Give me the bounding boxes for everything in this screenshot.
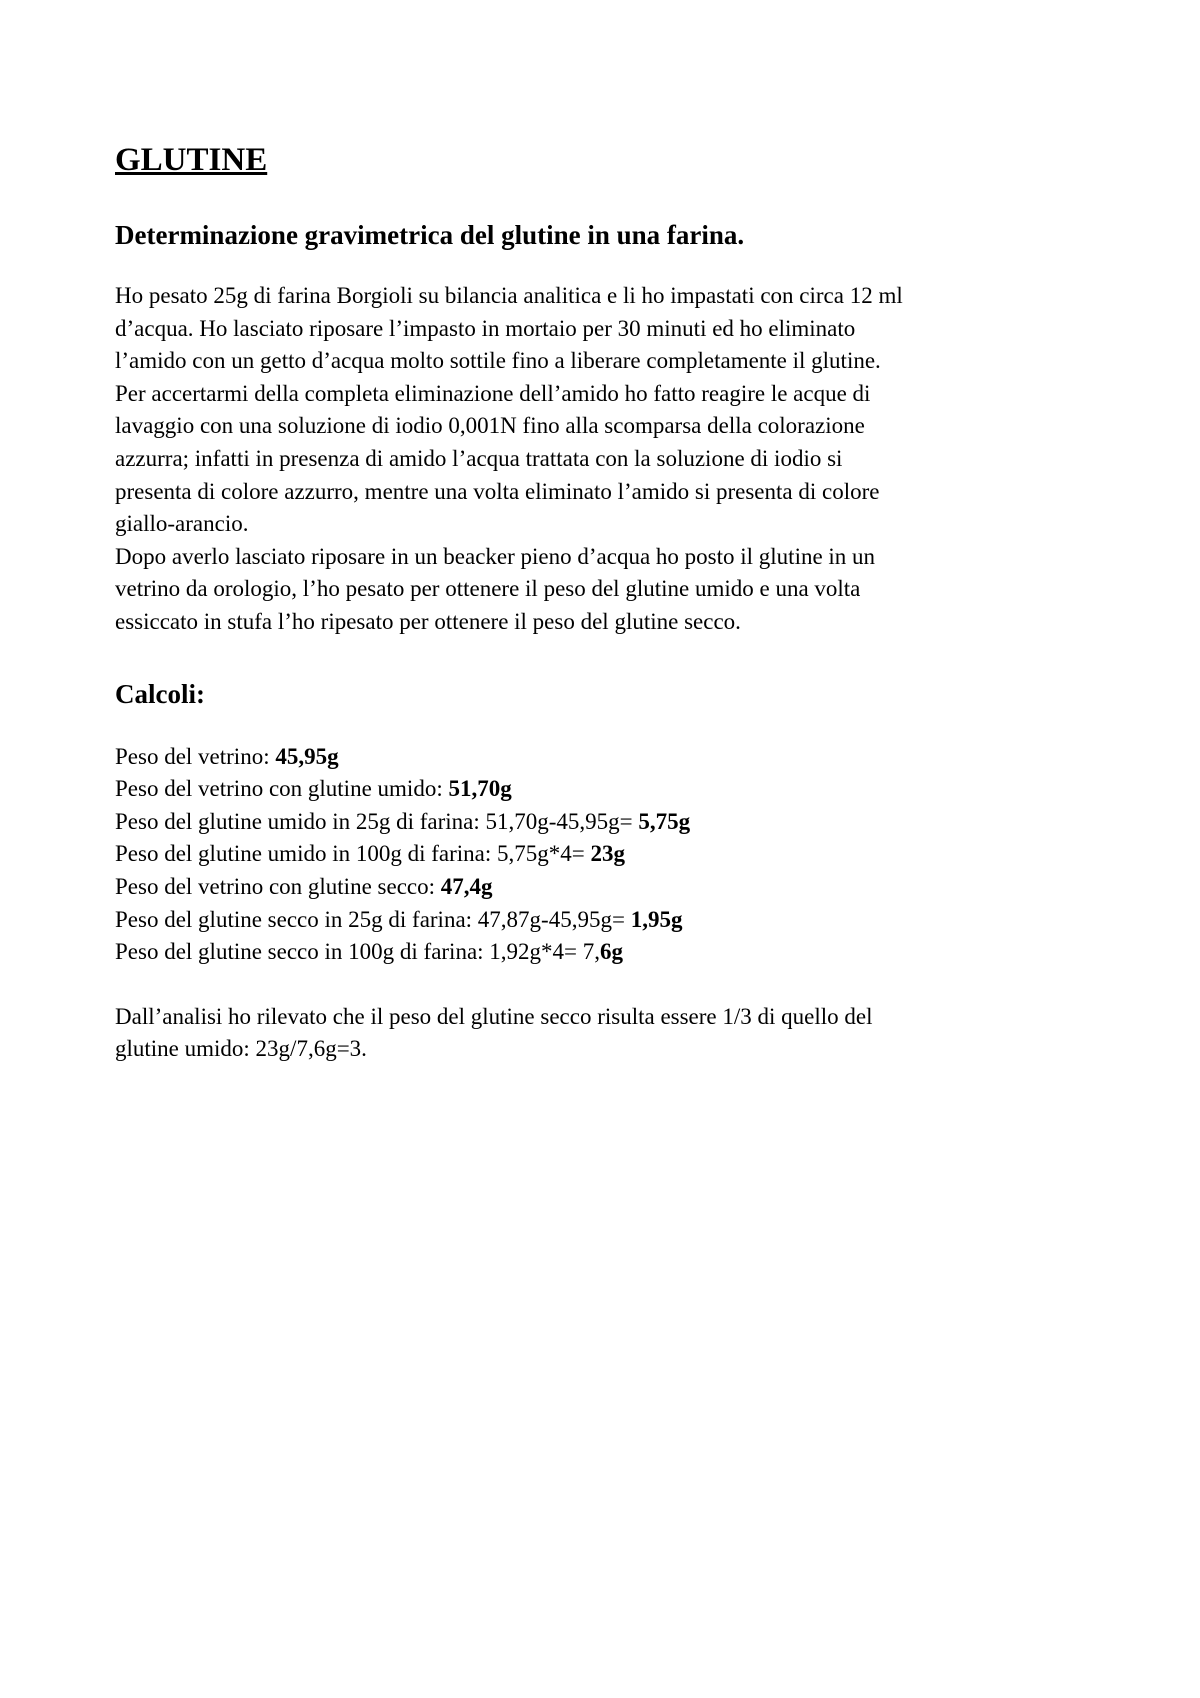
text-line: Per accertarmi della completa eliminazione dell’amido ho fatto reagire le acque di <box>115 380 871 406</box>
calc-label: Peso del glutine umido in 100g di farina: 5,75g*4= <box>115 841 591 867</box>
text-line: l’amido con un getto d’acqua molto sottile fino a liberare completamente il glutine. <box>115 348 881 374</box>
text-line: Dall’analisi ho rilevato che il peso del glutine secco risulta essere 1/3 di quello del <box>115 1003 873 1029</box>
calc-value: 23g <box>590 841 625 867</box>
document-title: GLUTINE <box>115 142 268 178</box>
calc-label: Peso del vetrino con glutine umido: <box>115 776 449 802</box>
calc-line <box>115 838 1105 871</box>
calc-label: Peso del glutine secco in 25g di farina: 47,87g-45,95g= <box>115 906 631 932</box>
calc-line <box>115 806 1105 839</box>
text-line: lavaggio con una soluzione di iodio 0,001N fino alla scomparsa della colorazione <box>115 413 865 439</box>
text-line: presenta di colore azzurro, mentre una volta eliminato l’amido si presenta di colore <box>115 478 880 504</box>
calc-label: Peso del glutine secco in 100g di farina: 1,92g*4= 7, <box>115 939 601 965</box>
calc-line <box>115 741 1105 774</box>
calc-line <box>115 773 1105 806</box>
calc-label: Peso del vetrino: <box>115 743 276 769</box>
document-page <box>115 140 1105 1066</box>
text-line: glutine umido: 23g/7,6g=3. <box>115 1036 367 1062</box>
text-line: azzurra; infatti in presenza di amido l’acqua trattata con la soluzione di iodio si <box>115 445 843 471</box>
text-line: Ho pesato 25g di farina Borgioli su bilancia analitica e li ho impastati con circa 12 ml <box>115 283 903 308</box>
calc-value: 47,4g <box>440 873 493 899</box>
calc-line <box>115 936 1105 969</box>
calc-value: 6g <box>600 939 624 965</box>
calc-heading: Calcoli: <box>115 678 205 709</box>
calc-line <box>115 904 1105 937</box>
calc-value: 51,70g <box>448 776 512 802</box>
calculations-list <box>115 741 1105 969</box>
calc-line <box>115 871 1105 904</box>
document-subtitle: Determinazione gravimetrica del glutine in una farina. <box>115 220 745 250</box>
calc-label: Peso del glutine umido in 25g di farina: 51,70g-45,95g= <box>115 808 639 834</box>
text-line: giallo-arancio. <box>115 511 249 537</box>
intro-paragraph <box>115 280 1105 639</box>
calc-label: Peso del vetrino con glutine secco: <box>115 873 441 899</box>
calc-value: 1,95g <box>630 906 683 932</box>
text-line: Dopo averlo lasciato riposare in un beacker pieno d’acqua ho posto il glutine in un <box>115 543 876 569</box>
text-line: vetrino da orologio, l’ho pesato per ottenere il peso del glutine umido e una volta <box>115 576 861 602</box>
text-line: d’acqua. Ho lasciato riposare l’impasto in mortaio per 30 minuti ed ho eliminato <box>115 315 856 341</box>
calc-value: 45,95g <box>275 743 339 769</box>
conclusion-paragraph <box>115 1001 1105 1066</box>
calc-value: 5,75g <box>638 808 691 834</box>
text-line: essiccato in stufa l’ho ripesato per ottenere il peso del glutine secco. <box>115 608 741 634</box>
